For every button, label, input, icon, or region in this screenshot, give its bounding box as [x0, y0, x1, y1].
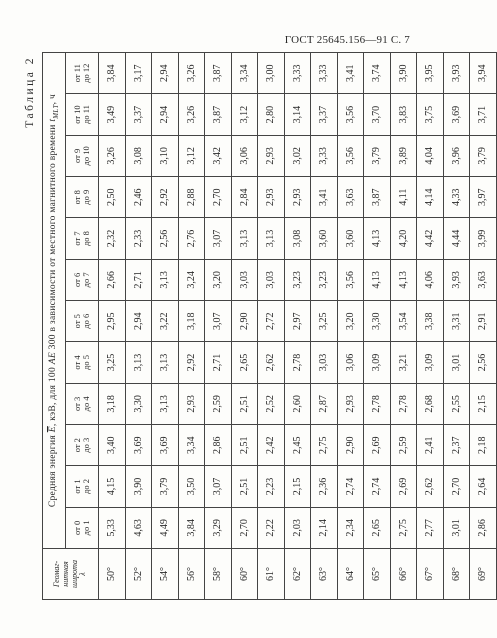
energy-value-cell: 3,56	[337, 135, 364, 176]
energy-value-cell: 3,60	[337, 218, 364, 259]
table-row	[337, 53, 364, 600]
time-interval-line: до 6	[81, 313, 91, 329]
energy-value-cell: 3,13	[152, 259, 179, 300]
energy-value-cell: 3,41	[311, 177, 338, 218]
energy-value-cell: 3,20	[205, 259, 232, 300]
energy-value-cell: 2,94	[125, 301, 152, 342]
energy-value-cell: 2,86	[470, 507, 497, 548]
time-interval-line: до 5	[81, 355, 91, 370]
latitude-column-header	[43, 549, 99, 600]
energy-value-cell: 3,93	[443, 53, 470, 94]
latitude-cell: 61°	[258, 549, 285, 600]
table-row	[311, 53, 338, 600]
energy-value-cell: 3,08	[125, 135, 152, 176]
energy-value-cell: 3,00	[258, 53, 285, 94]
energy-value-cell: 3,69	[443, 94, 470, 135]
energy-value-cell: 3,31	[443, 301, 470, 342]
energy-value-cell: 3,83	[390, 94, 417, 135]
energy-value-cell: 3,54	[390, 301, 417, 342]
time-interval-header	[66, 342, 99, 383]
energy-value-cell: 3,13	[152, 342, 179, 383]
energy-value-cell: 2,78	[390, 383, 417, 424]
time-interval-header	[66, 425, 99, 466]
energy-value-cell: 3,38	[417, 301, 444, 342]
energy-value-cell: 3,94	[470, 53, 497, 94]
time-interval-header	[66, 218, 99, 259]
latitude-header-line: λ	[78, 572, 88, 576]
table-row	[125, 53, 152, 600]
energy-value-cell: 3,71	[470, 94, 497, 135]
energy-value-cell: 2,93	[258, 177, 285, 218]
energy-value-cell: 3,34	[231, 53, 258, 94]
time-interval-line: до 1	[81, 520, 91, 536]
time-interval-line: от 5	[71, 314, 82, 329]
energy-value-cell: 2,74	[337, 466, 364, 507]
energy-value-cell: 3,33	[311, 135, 338, 176]
energy-value-cell: 3,07	[205, 466, 232, 507]
energy-value-cell: 3,30	[364, 301, 391, 342]
time-interval-line: до 10	[81, 146, 91, 166]
energy-value-cell: 2,92	[152, 177, 179, 218]
energy-value-cell: 4,14	[417, 177, 444, 218]
energy-header-suffix: 300 в зависимости от местного магнитного времени	[47, 124, 58, 350]
energy-value-cell: 2,23	[258, 466, 285, 507]
energy-table	[42, 52, 497, 600]
energy-value-cell: 2,33	[125, 218, 152, 259]
page-header: ГОСТ 25645.156—91 С. 7	[284, 34, 410, 46]
energy-value-cell: 2,37	[443, 425, 470, 466]
time-interval-line: от 0	[71, 520, 82, 535]
energy-value-cell: 3,74	[364, 53, 391, 94]
energy-value-cell: 3,79	[364, 135, 391, 176]
energy-value-cell: 3,84	[178, 507, 205, 548]
energy-value-cell: 2,56	[152, 218, 179, 259]
time-interval-header	[66, 507, 99, 548]
time-interval-line: от 3	[71, 396, 82, 411]
latitude-header-line: нитная	[60, 561, 70, 587]
energy-value-cell: 4,20	[390, 218, 417, 259]
energy-value-cell: 4,63	[125, 507, 152, 548]
energy-value-cell: 3,96	[443, 135, 470, 176]
energy-value-cell: 2,95	[99, 301, 126, 342]
energy-value-cell: 3,49	[99, 94, 126, 135]
energy-value-cell: 2,75	[311, 425, 338, 466]
energy-value-cell: 3,90	[390, 53, 417, 94]
latitude-header-line: широта	[69, 560, 79, 588]
energy-value-cell: 3,12	[231, 94, 258, 135]
energy-value-cell: 3,14	[284, 94, 311, 135]
energy-value-cell: 2,93	[258, 135, 285, 176]
time-interval-line: от 11	[71, 64, 82, 83]
energy-value-cell: 2,90	[231, 301, 258, 342]
energy-value-cell: 3,07	[205, 218, 232, 259]
energy-value-cell: 2,84	[231, 177, 258, 218]
energy-value-cell: 2,22	[258, 507, 285, 548]
energy-value-cell: 3,95	[417, 53, 444, 94]
energy-value-cell: 2,62	[258, 342, 285, 383]
table-row	[178, 53, 205, 600]
latitude-cell: 68°	[443, 549, 470, 600]
latitude-cell: 62°	[284, 549, 311, 600]
energy-value-cell: 2,56	[470, 342, 497, 383]
energy-value-cell: 3,06	[337, 342, 364, 383]
energy-value-cell: 3,93	[443, 259, 470, 300]
time-interval-line: до 12	[81, 63, 91, 83]
energy-value-cell: 3,02	[284, 135, 311, 176]
energy-value-cell: 3,03	[258, 259, 285, 300]
table-row	[470, 53, 497, 600]
energy-value-cell: 3,20	[337, 301, 364, 342]
energy-value-cell: 2,70	[231, 507, 258, 548]
table-row	[99, 53, 126, 600]
time-symbol: t	[47, 118, 58, 122]
time-interval-header-row	[66, 53, 99, 600]
energy-value-cell: 2,92	[178, 342, 205, 383]
energy-value-cell: 3,13	[152, 383, 179, 424]
energy-value-cell: 4,13	[364, 218, 391, 259]
energy-value-cell: 2,52	[258, 383, 285, 424]
energy-value-cell: 3,33	[311, 53, 338, 94]
energy-value-cell: 3,63	[470, 259, 497, 300]
energy-value-cell: 3,25	[99, 342, 126, 383]
energy-value-cell: 2,69	[390, 466, 417, 507]
energy-value-cell: 3,23	[284, 259, 311, 300]
energy-value-cell: 4,06	[417, 259, 444, 300]
latitude-cell: 58°	[205, 549, 232, 600]
energy-value-cell: 2,51	[231, 425, 258, 466]
energy-value-cell: 3,21	[390, 342, 417, 383]
time-interval-line: до 9	[81, 189, 91, 205]
energy-value-cell: 3,03	[311, 342, 338, 383]
time-interval-line: от 2	[71, 438, 82, 453]
energy-value-cell: 2,93	[178, 383, 205, 424]
energy-value-cell: 2,76	[178, 218, 205, 259]
energy-value-cell: 2,34	[337, 507, 364, 548]
energy-value-cell: 2,93	[284, 177, 311, 218]
time-interval-line: до 7	[81, 272, 91, 288]
energy-value-cell: 2,62	[417, 466, 444, 507]
latitude-cell: 56°	[178, 549, 205, 600]
energy-value-cell: 2,50	[99, 177, 126, 218]
table-row	[258, 53, 285, 600]
energy-value-cell: 2,15	[284, 466, 311, 507]
time-interval-line: до 4	[81, 396, 91, 412]
energy-value-cell: 2,78	[284, 342, 311, 383]
latitude-cell: 63°	[311, 549, 338, 600]
energy-value-cell: 4,15	[99, 466, 126, 507]
energy-value-cell: 2,32	[99, 218, 126, 259]
time-interval-header	[66, 466, 99, 507]
latitude-cell: 66°	[390, 549, 417, 600]
energy-value-cell: 2,45	[284, 425, 311, 466]
energy-value-cell: 3,25	[311, 301, 338, 342]
energy-value-cell: 4,44	[443, 218, 470, 259]
energy-group-header	[43, 53, 66, 549]
time-interval-line: от 8	[71, 190, 82, 205]
energy-value-cell: 3,87	[205, 53, 232, 94]
energy-value-cell: 3,22	[152, 301, 179, 342]
energy-value-cell: 3,37	[125, 94, 152, 135]
energy-value-cell: 2,65	[364, 507, 391, 548]
latitude-header-line: Геомаг-	[51, 560, 61, 588]
energy-value-cell: 3,69	[125, 425, 152, 466]
energy-value-cell: 2,68	[417, 383, 444, 424]
energy-value-cell: 3,87	[205, 94, 232, 135]
table-row	[364, 53, 391, 600]
energy-value-cell: 3,13	[231, 218, 258, 259]
energy-value-cell: 3,18	[178, 301, 205, 342]
energy-value-cell: 2,51	[231, 466, 258, 507]
rotated-table-block	[22, 52, 489, 600]
energy-value-cell: 2,64	[470, 466, 497, 507]
energy-value-cell: 3,26	[178, 94, 205, 135]
energy-value-cell: 3,13	[258, 218, 285, 259]
energy-value-cell: 3,13	[125, 342, 152, 383]
table-row	[417, 53, 444, 600]
energy-value-cell: 3,26	[99, 135, 126, 176]
latitude-cell: 67°	[417, 549, 444, 600]
energy-value-cell: 2,74	[364, 466, 391, 507]
energy-value-cell: 4,13	[390, 259, 417, 300]
energy-value-cell: 3,34	[178, 425, 205, 466]
table-row	[284, 53, 311, 600]
energy-value-cell: 2,90	[337, 425, 364, 466]
table-row	[443, 53, 470, 600]
energy-value-cell: 4,04	[417, 135, 444, 176]
energy-value-cell: 3,03	[231, 259, 258, 300]
energy-value-cell: 2,91	[470, 301, 497, 342]
energy-value-cell: 3,24	[178, 259, 205, 300]
time-interval-line: от 10	[71, 105, 82, 124]
time-interval-header	[66, 94, 99, 135]
energy-value-cell: 2,80	[258, 94, 285, 135]
energy-value-cell: 3,01	[443, 342, 470, 383]
energy-value-cell: 2,71	[205, 342, 232, 383]
energy-value-cell: 2,59	[205, 383, 232, 424]
energy-value-cell: 2,55	[443, 383, 470, 424]
energy-header-middle: , кэВ, для 100	[47, 366, 58, 427]
table-body	[99, 53, 497, 600]
latitude-cell: 64°	[337, 549, 364, 600]
table-row	[390, 53, 417, 600]
energy-symbol: $\overline{E}$	[47, 426, 58, 433]
energy-value-cell: 3,63	[337, 177, 364, 218]
energy-value-cell: 4,13	[364, 259, 391, 300]
latitude-cell: 60°	[231, 549, 258, 600]
time-interval-line: от 1	[71, 479, 82, 494]
energy-value-cell: 3,18	[99, 383, 126, 424]
energy-value-cell: 3,06	[231, 135, 258, 176]
energy-value-cell: 2,65	[231, 342, 258, 383]
energy-value-cell: 3,09	[364, 342, 391, 383]
energy-header-prefix: Средняя энергия	[47, 434, 58, 508]
energy-value-cell: 2,46	[125, 177, 152, 218]
time-interval-line: до 11	[81, 105, 91, 124]
energy-value-cell: 2,78	[364, 383, 391, 424]
time-interval-line: от 6	[71, 272, 82, 287]
time-interval-line: до 2	[81, 479, 91, 494]
energy-value-cell: 3,84	[99, 53, 126, 94]
time-interval-line: от 7	[71, 231, 82, 246]
energy-value-cell: 2,03	[284, 507, 311, 548]
time-interval-line: до 3	[81, 437, 91, 453]
energy-value-cell: 2,93	[337, 383, 364, 424]
time-subscript: MLT	[51, 104, 60, 119]
table-row	[205, 53, 232, 600]
energy-value-cell: 3,23	[311, 259, 338, 300]
energy-value-cell: 4,33	[443, 177, 470, 218]
table-caption: Таблица 2	[24, 56, 36, 128]
energy-value-cell: 4,11	[390, 177, 417, 218]
energy-value-cell: 2,75	[390, 507, 417, 548]
energy-value-cell: 2,87	[311, 383, 338, 424]
time-interval-header	[66, 177, 99, 218]
energy-value-cell: 2,72	[258, 301, 285, 342]
latitude-cell: 52°	[125, 549, 152, 600]
energy-value-cell: 3,79	[152, 466, 179, 507]
energy-value-cell: 3,50	[178, 466, 205, 507]
time-interval-header	[66, 301, 99, 342]
time-interval-line: от 9	[71, 148, 82, 163]
energy-value-cell: 3,79	[470, 135, 497, 176]
energy-value-cell: 3,41	[337, 53, 364, 94]
energy-value-cell: 3,97	[470, 177, 497, 218]
time-interval-header	[66, 259, 99, 300]
energy-value-cell: 3,56	[337, 259, 364, 300]
energy-value-cell: 2,42	[258, 425, 285, 466]
latitude-cell: 65°	[364, 549, 391, 600]
energy-value-cell: 3,37	[311, 94, 338, 135]
energy-value-cell: 4,49	[152, 507, 179, 548]
time-interval-line: от 4	[71, 355, 82, 370]
energy-value-cell: 2,15	[470, 383, 497, 424]
energy-value-cell: 2,59	[390, 425, 417, 466]
energy-value-cell: 3,08	[284, 218, 311, 259]
energy-value-cell: 2,88	[178, 177, 205, 218]
energy-value-cell: 2,77	[417, 507, 444, 548]
energy-value-cell: 3,40	[99, 425, 126, 466]
energy-value-cell: 3,12	[178, 135, 205, 176]
table-row	[152, 53, 179, 600]
energy-value-cell: 3,10	[152, 135, 179, 176]
energy-value-cell: 2,14	[311, 507, 338, 548]
energy-value-cell: 2,41	[417, 425, 444, 466]
energy-value-cell: 2,97	[284, 301, 311, 342]
energy-value-cell: 2,70	[443, 466, 470, 507]
energy-header-unit: , ч	[47, 93, 58, 105]
energy-value-cell: 2,94	[152, 94, 179, 135]
ae-symbol: AE	[47, 352, 58, 365]
energy-value-cell: 2,51	[231, 383, 258, 424]
energy-value-cell: 2,86	[205, 425, 232, 466]
latitude-cell: 50°	[99, 549, 126, 600]
energy-value-cell: 3,09	[417, 342, 444, 383]
energy-value-cell: 5,33	[99, 507, 126, 548]
energy-value-cell: 2,18	[470, 425, 497, 466]
energy-value-cell: 3,07	[205, 301, 232, 342]
energy-value-cell: 3,69	[152, 425, 179, 466]
energy-value-cell: 2,69	[364, 425, 391, 466]
latitude-cell: 69°	[470, 549, 497, 600]
time-interval-header	[66, 135, 99, 176]
energy-value-cell: 3,90	[125, 466, 152, 507]
energy-value-cell: 3,42	[205, 135, 232, 176]
time-interval-line: до 8	[81, 231, 91, 247]
energy-value-cell: 3,99	[470, 218, 497, 259]
energy-value-cell: 2,94	[152, 53, 179, 94]
energy-value-cell: 3,87	[364, 177, 391, 218]
energy-value-cell: 3,75	[417, 94, 444, 135]
energy-value-cell: 3,33	[284, 53, 311, 94]
energy-value-cell: 2,66	[99, 259, 126, 300]
energy-value-cell: 3,89	[390, 135, 417, 176]
latitude-cell: 54°	[152, 549, 179, 600]
table-row	[231, 53, 258, 600]
energy-value-cell: 3,29	[205, 507, 232, 548]
energy-value-cell: 3,17	[125, 53, 152, 94]
energy-value-cell: 2,36	[311, 466, 338, 507]
time-interval-header	[66, 383, 99, 424]
time-interval-header	[66, 53, 99, 94]
energy-value-cell: 3,30	[125, 383, 152, 424]
energy-value-cell: 3,56	[337, 94, 364, 135]
energy-value-cell: 2,71	[125, 259, 152, 300]
energy-value-cell: 3,26	[178, 53, 205, 94]
energy-value-cell: 3,70	[364, 94, 391, 135]
energy-value-cell: 2,60	[284, 383, 311, 424]
energy-value-cell: 4,42	[417, 218, 444, 259]
energy-value-cell: 3,01	[443, 507, 470, 548]
energy-value-cell: 3,60	[311, 218, 338, 259]
energy-value-cell: 2,70	[205, 177, 232, 218]
